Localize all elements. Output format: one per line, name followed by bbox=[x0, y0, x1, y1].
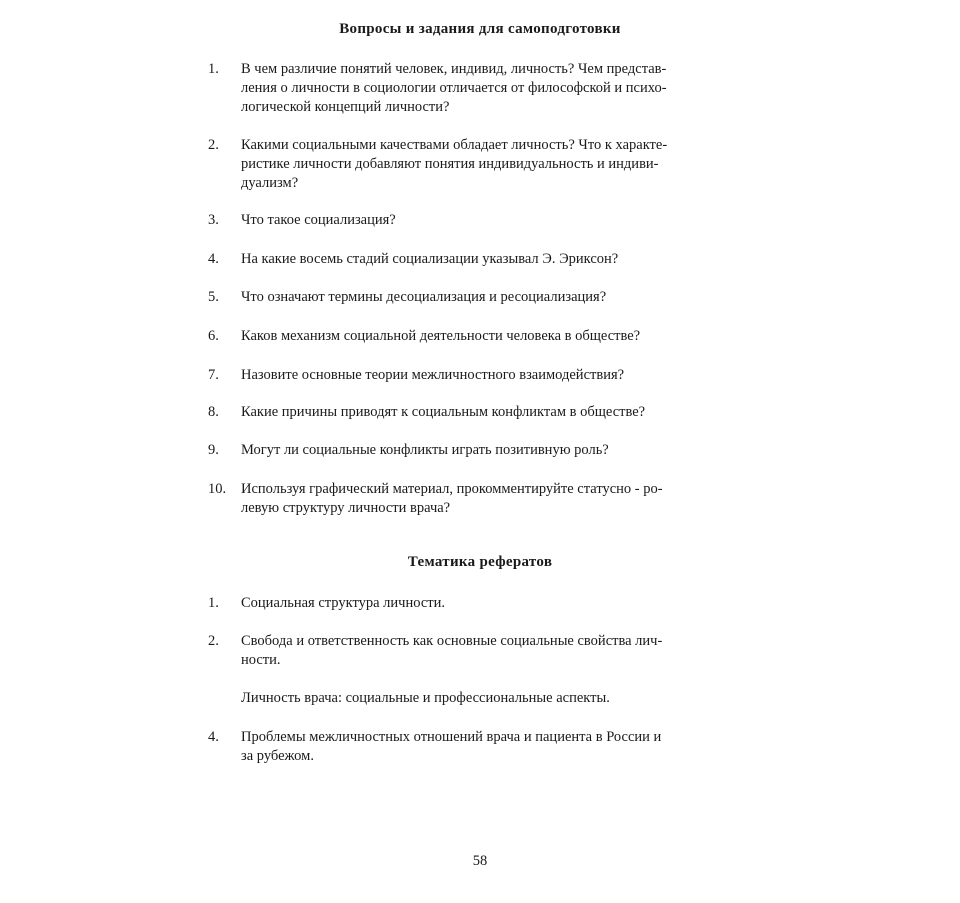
item-line: ности. bbox=[241, 652, 281, 668]
item-line: ления о личности в социологии отличается от философской и психо- bbox=[241, 80, 667, 96]
item-line: ристике личности добавляют понятия индивидуальность и индиви- bbox=[241, 156, 659, 172]
item-number: 9. bbox=[208, 442, 219, 458]
page-number: 58 bbox=[472, 853, 488, 869]
item-number: 4. bbox=[208, 251, 219, 267]
item-number: 6. bbox=[208, 328, 219, 344]
item-number: 1. bbox=[208, 61, 219, 77]
item-line: Что такое социализация? bbox=[241, 212, 396, 228]
item-number: 1. bbox=[208, 595, 219, 611]
item-line: Социальная структура личности. bbox=[241, 595, 445, 611]
item-number: 4. bbox=[208, 729, 219, 745]
topic-item-3: Личность врача: социальные и профессиональные аспекты. bbox=[241, 690, 610, 706]
item-line: логической концепций личности? bbox=[241, 99, 450, 115]
item-line: левую структуру личности врача? bbox=[241, 500, 451, 516]
item-line: На какие восемь стадий социализации указывал Э. Эриксон? bbox=[241, 251, 619, 267]
item-line: Каков механизм социальной деятельности человека в обществе? bbox=[241, 328, 641, 344]
item-line: за рубежом. bbox=[241, 748, 314, 764]
section-title-topics: Тематика рефератов bbox=[407, 554, 553, 570]
item-number: 7. bbox=[208, 367, 219, 383]
item-line: В чем различие понятий человек, индивид, личность? Чем представ- bbox=[241, 61, 667, 77]
item-line: Свобода и ответственность как основные социальные свойства лич- bbox=[241, 633, 663, 649]
item-number: 2. bbox=[208, 137, 219, 153]
item-line: Проблемы межличностных отношений врача и пациента в России и bbox=[241, 729, 662, 745]
section-title-questions: Вопросы и задания для самоподготовки bbox=[339, 21, 621, 37]
item-line: Какими социальными качествами обладает личность? Что к характе- bbox=[241, 137, 668, 153]
item-line: Используя графический материал, прокомментируйте статусно - ро- bbox=[241, 481, 663, 497]
item-line: Назовите основные теории межличностного взаимодействия? bbox=[241, 367, 625, 383]
item-line: Могут ли социальные конфликты играть позитивную роль? bbox=[241, 442, 609, 458]
item-line: Что означают термины десоциализация и ресоциализация? bbox=[241, 289, 607, 305]
item-number: 2. bbox=[208, 633, 219, 649]
item-number: 8. bbox=[208, 404, 219, 420]
item-line: Какие причины приводят к социальным конфликтам в обществе? bbox=[241, 404, 646, 420]
item-number: 5. bbox=[208, 289, 219, 305]
item-number: 10. bbox=[208, 481, 227, 497]
item-line: дуализм? bbox=[241, 175, 299, 191]
item-number: 3. bbox=[208, 212, 219, 228]
